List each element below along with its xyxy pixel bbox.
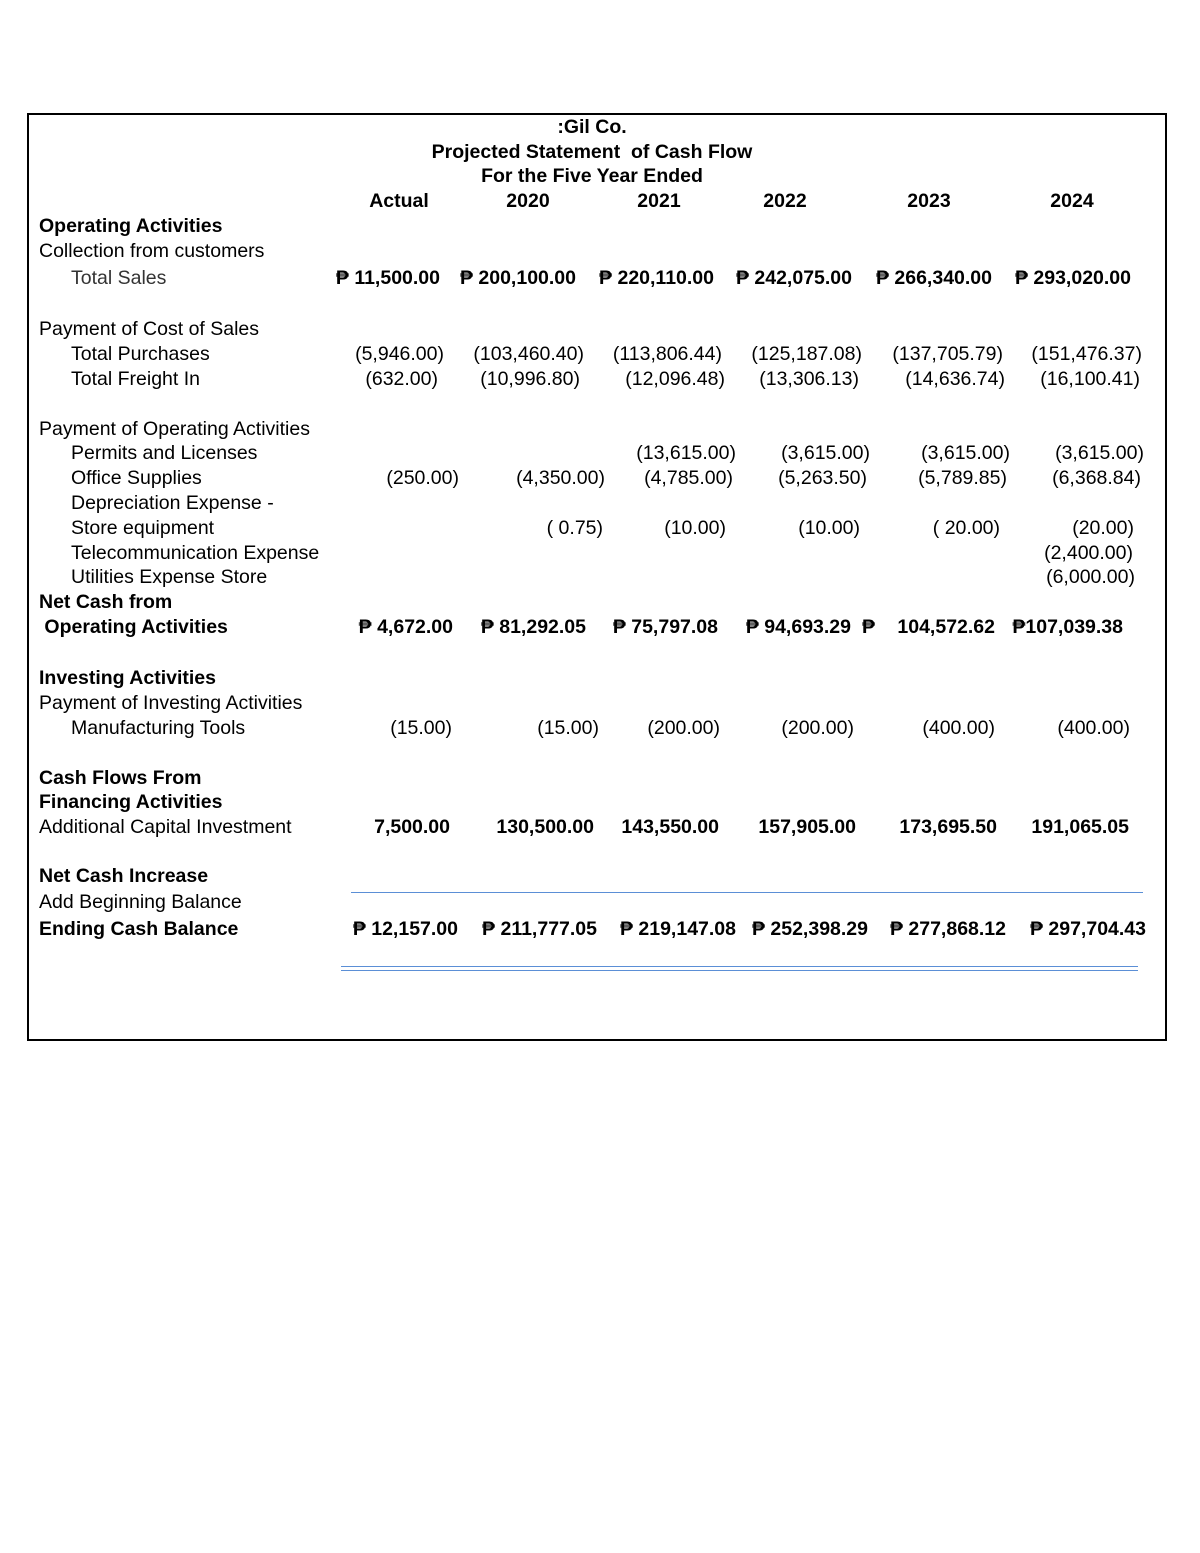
row-label: Permits and Licenses xyxy=(71,442,258,464)
value-cell: (6,368.84) xyxy=(1052,467,1141,489)
value-cell: 157,905.00 xyxy=(758,816,856,838)
value-cell: ₱ 220,110.00 xyxy=(599,267,714,289)
value-cell: ₱ xyxy=(862,616,876,638)
column-header: 2022 xyxy=(763,190,807,212)
statement-subtitle: For the Five Year Ended xyxy=(481,165,703,187)
value-cell: ₱ 219,147.08 xyxy=(619,918,736,940)
value-cell: (5,789.85) xyxy=(918,467,1007,489)
value-cell: (4,785.00) xyxy=(644,467,733,489)
value-cell: ( 0.75) xyxy=(546,517,603,539)
value-cell: (3,615.00) xyxy=(921,442,1010,464)
row-label: Telecommunication Expense xyxy=(71,542,320,564)
column-header: 2020 xyxy=(506,190,550,212)
row-label: Total Sales xyxy=(71,267,167,289)
single-underline xyxy=(351,892,1143,893)
value-cell: (151,476.37) xyxy=(1031,343,1142,365)
value-cell: (15.00) xyxy=(537,717,599,739)
row-label: Net Cash from xyxy=(39,591,173,613)
row-label: Add Beginning Balance xyxy=(39,891,242,913)
value-cell: (10.00) xyxy=(664,517,726,539)
value-cell: (13,615.00) xyxy=(636,442,736,464)
value-cell: (113,806.44) xyxy=(612,343,722,365)
row-label: Collection from customers xyxy=(39,240,265,262)
value-cell: (20.00) xyxy=(1072,517,1134,539)
value-cell: ₱ 297,704.43 xyxy=(1029,918,1146,940)
row-label: Payment of Operating Activities xyxy=(39,418,310,440)
value-cell: ₱ 200,100.00 xyxy=(459,267,576,289)
value-cell: 130,500.00 xyxy=(496,816,594,838)
value-cell: 7,500.00 xyxy=(374,816,450,838)
value-cell: (400.00) xyxy=(922,717,995,739)
value-cell: ₱ 75,797.08 xyxy=(612,616,718,638)
statement-title: Projected Statement of Cash Flow xyxy=(431,141,753,163)
value-cell: ₱ 211,777.05 xyxy=(482,918,597,940)
value-cell: (15.00) xyxy=(390,717,452,739)
value-cell: (137,705.79) xyxy=(892,343,1003,365)
double-underline xyxy=(341,970,1138,971)
value-cell: (12,096.48) xyxy=(625,368,725,390)
value-cell: (125,187.08) xyxy=(751,343,862,365)
column-header: 2021 xyxy=(637,190,681,212)
section-heading: Operating Activities xyxy=(39,215,223,237)
value-cell: ( 20.00) xyxy=(932,517,1000,539)
value-cell: (5,263.50) xyxy=(778,467,867,489)
value-cell: (10,996.80) xyxy=(480,368,580,390)
value-cell: ₱ 252,398.29 xyxy=(751,918,868,940)
section-heading: Cash Flows From xyxy=(39,767,202,789)
value-cell: ₱ 293,020.00 xyxy=(1014,267,1131,289)
value-cell: (10.00) xyxy=(798,517,860,539)
value-cell: (400.00) xyxy=(1057,717,1130,739)
value-cell: (6,000.00) xyxy=(1046,566,1135,588)
row-label: Operating Activities xyxy=(39,616,228,638)
column-header: 2024 xyxy=(1050,190,1094,212)
value-cell: (5,946.00) xyxy=(355,343,444,365)
value-cell: 191,065.05 xyxy=(1031,816,1129,838)
section-heading: Financing Activities xyxy=(39,791,223,813)
value-cell: ₱ 12,157.00 xyxy=(352,918,458,940)
value-cell: ₱ 94,693.29 xyxy=(745,616,851,638)
row-label: Depreciation Expense - xyxy=(71,492,274,514)
row-label: Store equipment xyxy=(71,517,215,539)
value-cell: (200.00) xyxy=(781,717,854,739)
value-cell: ₱ 81,292.05 xyxy=(480,616,586,638)
row-label: Payment of Investing Activities xyxy=(39,692,303,714)
value-cell: (14,636.74) xyxy=(905,368,1005,390)
row-label: Manufacturing Tools xyxy=(71,717,246,739)
value-cell: (632.00) xyxy=(365,368,438,390)
row-label: Additional Capital Investment xyxy=(39,816,292,838)
row-label: Payment of Cost of Sales xyxy=(39,318,260,340)
value-cell: 173,695.50 xyxy=(899,816,997,838)
value-cell: (3,615.00) xyxy=(1055,442,1144,464)
value-cell: 143,550.00 xyxy=(621,816,719,838)
value-cell: (16,100.41) xyxy=(1040,368,1140,390)
value-cell: (250.00) xyxy=(386,467,459,489)
section-heading: Investing Activities xyxy=(39,667,216,689)
row-label: Total Purchases xyxy=(71,343,210,365)
value-cell: ₱107,039.38 xyxy=(1012,616,1123,638)
double-underline xyxy=(341,966,1138,967)
row-label: Total Freight In xyxy=(71,368,200,390)
value-cell: ₱ 277,868.12 xyxy=(889,918,1006,940)
value-cell: (200.00) xyxy=(647,717,720,739)
value-cell: (3,615.00) xyxy=(781,442,870,464)
value-cell: ₱ 266,340.00 xyxy=(875,267,992,289)
value-cell: 104,572.62 xyxy=(897,616,995,638)
value-cell: ₱ 242,075.00 xyxy=(735,267,852,289)
company-name: :Gil Co. xyxy=(557,116,627,138)
value-cell: (13,306.13) xyxy=(759,368,859,390)
value-cell: ₱ 11,500.00 xyxy=(335,267,440,289)
row-label: Office Supplies xyxy=(71,467,202,489)
value-cell: (103,460.40) xyxy=(473,343,584,365)
column-header: Actual xyxy=(369,190,429,212)
row-label: Ending Cash Balance xyxy=(39,918,239,940)
row-label: Utilities Expense Store xyxy=(71,566,268,588)
row-label: Net Cash Increase xyxy=(39,865,209,887)
value-cell: (2,400.00) xyxy=(1044,542,1133,564)
value-cell: ₱ 4,672.00 xyxy=(358,616,453,638)
value-cell: (4,350.00) xyxy=(516,467,605,489)
column-header: 2023 xyxy=(907,190,951,212)
